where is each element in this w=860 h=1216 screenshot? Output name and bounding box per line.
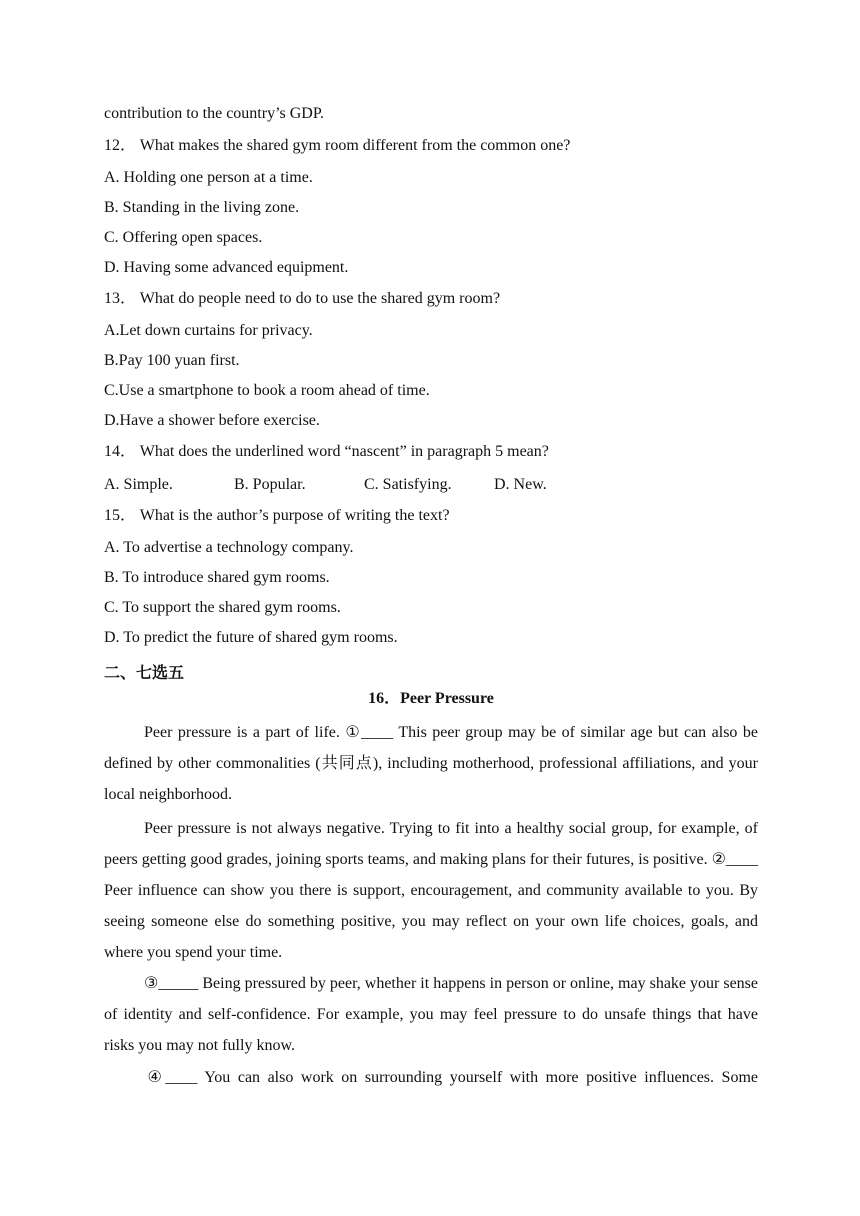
section-heading: 二、七选五: [104, 663, 185, 682]
paragraph-2: [104, 813, 758, 968]
question-14-option-d: D. New.: [494, 476, 547, 493]
question-12-option-b: B. Standing in the living zone.: [104, 199, 300, 216]
question-15-option-c: C. To support the shared gym rooms.: [104, 599, 341, 616]
question-13-option-a: A.Let down curtains for privacy.: [104, 322, 313, 339]
paragraph-4-text: ④____ You can also work on surrounding yourself with more positive influences. Some: [144, 1069, 758, 1086]
question-12-option-d: D. Having some advanced equipment.: [104, 259, 349, 276]
paragraph-1: [104, 717, 758, 810]
question-15-option-d: D. To predict the future of shared gym rooms.: [104, 629, 398, 646]
question-12-stem: 12． What makes the shared gym room different from the common one?: [104, 137, 571, 154]
question-13-stem: 13． What do people need to do to use the shared gym room?: [104, 290, 501, 307]
paragraph-3: [104, 968, 758, 1061]
question-13-option-d: D.Have a shower before exercise.: [104, 412, 320, 429]
question-14-stem: 14． What does the underlined word “nascent” in paragraph 5 mean?: [104, 443, 549, 460]
question-14-option-a: A. Simple.: [104, 476, 173, 493]
intro-line: contribution to the country’s GDP.: [104, 105, 324, 122]
paragraph-1-text: Peer pressure is a part of life. ①____ This peer group may be of similar age but can also be defined by other commonalities (共同点), including motherhood, professional affiliations, and your local neighborhood.: [104, 724, 758, 803]
question-12-option-c: C. Offering open spaces.: [104, 229, 263, 246]
question-15-option-b: B. To introduce shared gym rooms.: [104, 569, 330, 586]
question-14-option-c: C. Satisfying.: [364, 476, 452, 493]
paragraph-4: [104, 1062, 758, 1093]
question-15-stem: 15． What is the author’s purpose of writing the text?: [104, 507, 450, 524]
question-13-option-c: C.Use a smartphone to book a room ahead of time.: [104, 382, 430, 399]
question-14-option-b: B. Popular.: [234, 476, 306, 493]
passage-title: 16．Peer Pressure: [368, 690, 494, 707]
paragraph-2-text: Peer pressure is not always negative. Trying to fit into a healthy social group, for example, of peers getting good grades, joining sports teams, and making plans for their futures, is positive. ②____ Peer influence can show you there is support, encouragement, and community available to you. By seeing someone else do something positive, you may reflect on your own life choices, goals, and where you spend your time.: [104, 820, 758, 961]
question-15-option-a: A. To advertise a technology company.: [104, 539, 354, 556]
question-14-options: [104, 475, 624, 495]
question-13-option-b: B.Pay 100 yuan first.: [104, 352, 240, 369]
paragraph-3-text: ③_____ Being pressured by peer, whether it happens in person or online, may shake your sense of identity and self-confidence. For example, you may feel pressure to do unsafe things that have risks you may not fully know.: [104, 975, 758, 1054]
question-12-option-a: A. Holding one person at a time.: [104, 169, 313, 186]
